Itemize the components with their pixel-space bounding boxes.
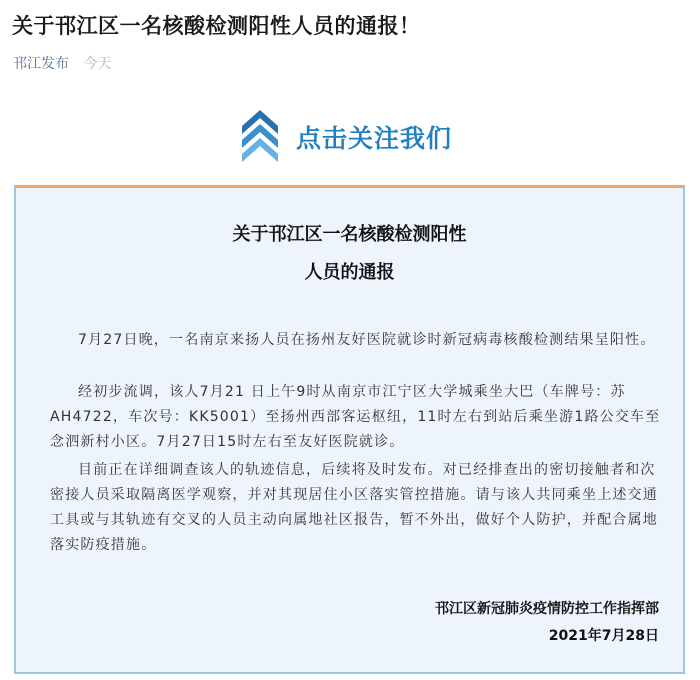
notice-title-line2: 人员的通报 xyxy=(304,262,395,283)
follow-us-banner[interactable] xyxy=(240,106,452,168)
follow-us-text[interactable]: 点击关注我们 xyxy=(296,124,453,153)
article-meta xyxy=(13,53,111,73)
notice-paragraph-1: 7月27日晚，一名南京来扬人员在扬州友好医院就诊时新冠病毒核酸检测结果呈阳性。 xyxy=(78,332,656,348)
notice-signature: 邗江区新冠肺炎疫情防控工作指挥部 xyxy=(435,601,659,617)
chevron-up-stack-icon xyxy=(240,108,280,166)
notice-paragraph-2: 经初步流调，该人7月21 日上午9时从南京市江宁区大学城乘坐大巴（车牌号：苏AH4722，车次号：KK5001）至扬州西部客运枢纽，11时左右到站后乘坐游1路公交车至念泗新村小区。7月27日15时左右至友好医院就诊。 xyxy=(50,384,661,450)
notice-panel xyxy=(14,185,685,674)
notice-date: 2021年7月28日 xyxy=(548,628,659,644)
article-title: 关于邗江区一名核酸检测阳性人员的通报！ xyxy=(12,14,421,38)
publish-time: 今天 xyxy=(83,56,112,72)
notice-paragraph-3: 目前正在详细调查该人的轨迹信息，后续将及时发布。对已经排查出的密切接触者和次密接人员采取隔离医学观察，并对其现居住小区落实管控措施。请与该人共同乘坐上述交通工具或与其轨迹有交叉的人员主动向属地社区报告，暂不外出，做好个人防护，并配合属地落实防疫措施。 xyxy=(50,462,658,553)
account-name-link[interactable]: 邗江发布 xyxy=(13,56,69,72)
notice-title-line1: 关于邗江区一名核酸检测阳性 xyxy=(232,224,467,245)
